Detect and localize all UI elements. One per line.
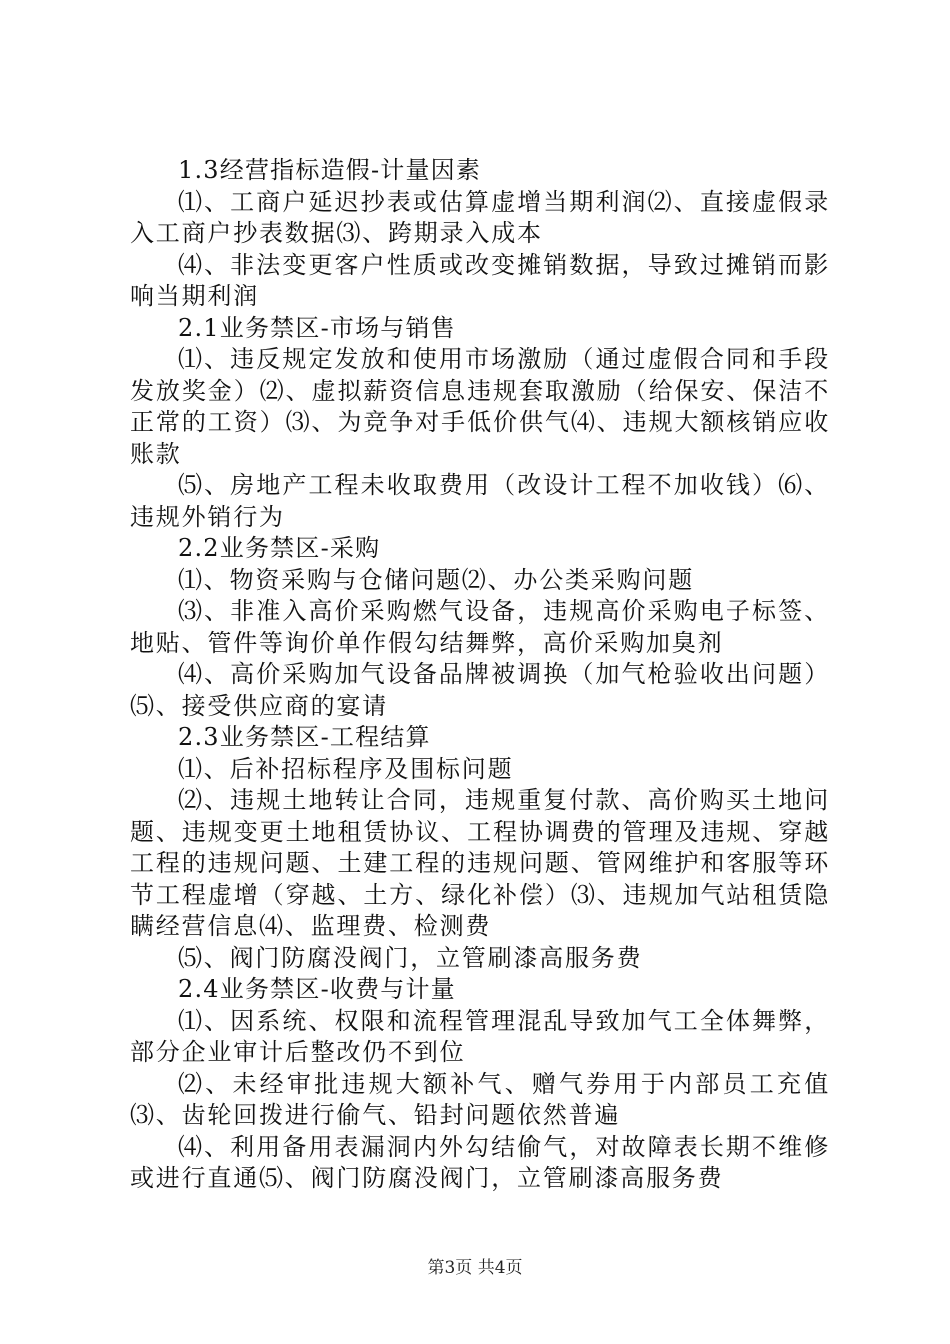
body-paragraph: ⑵、违规土地转让合同，违规重复付款、高价购买土地问题、违规变更土地租赁协议、工程协调费的管理及违规、穿越工程的违规问题、土建工程的违规问题、管网维护和客服等环节工程虚增（穿越、土方、绿化补偿）⑶、违规加气站租赁隐瞒经营信息⑷、监理费、检测费 — [130, 786, 830, 940]
body-paragraph: ⑸、阀门防腐没阀门，立管刷漆高服务费 — [178, 943, 643, 972]
body-paragraph: ⑴、后补招标程序及围标问题 — [178, 754, 514, 783]
section-heading: 1.3经营指标造假-计量因素 — [178, 156, 482, 184]
body-paragraph: ⑴、物资采购与仓储问题⑵、办公类采购问题 — [178, 565, 694, 594]
body-paragraph: ⑴、工商户延迟抄表或估算虚增当期利润⑵、直接虚假录入工商户抄表数据⑶、跨期录入成本 — [130, 187, 830, 247]
document-body — [130, 155, 830, 1195]
body-paragraph: ⑷、高价采购加气设备品牌被调换（加气枪验收出问题）⑸、接受供应商的宴请 — [130, 660, 830, 720]
body-paragraph: ⑸、房地产工程未收取费用（改设计工程不加收钱）⑹、违规外销行为 — [130, 471, 830, 531]
section-heading: 2.4业务禁区-收费与计量 — [178, 975, 456, 1003]
body-paragraph: ⑵、未经审批违规大额补气、赠气券用于内部员工充值⑶、齿轮回拨进行偷气、铅封问题依然普遍 — [130, 1069, 830, 1129]
body-paragraph: ⑴、因系统、权限和流程管理混乱导致加气工全体舞弊，部分企业审计后整改仍不到位 — [130, 1006, 830, 1066]
body-paragraph: ⑷、利用备用表漏洞内外勾结偷气，对故障表长期不维修或进行直通⑸、阀门防腐没阀门，立管刷漆高服务费 — [130, 1132, 830, 1192]
page-number-footer: 第3页 共4页 — [427, 1258, 523, 1278]
section-heading: 2.2业务禁区-采购 — [178, 534, 381, 562]
body-paragraph: ⑴、违反规定发放和使用市场激励（通过虚假合同和手段发放奖金）⑵、虚拟薪资信息违规套取激励（给保安、保洁不正常的工资）⑶、为竞争对手低价供气⑷、违规大额核销应收账款 — [130, 345, 830, 468]
body-paragraph: ⑶、非准入高价采购燃气设备，违规高价采购电子标签、地贴、管件等询价单作假勾结舞弊，高价采购加臭剂 — [130, 597, 830, 657]
section-heading: 2.3业务禁区-工程结算 — [178, 723, 431, 751]
section-heading: 2.1业务禁区-市场与销售 — [178, 313, 456, 342]
body-paragraph: ⑷、非法变更客户性质或改变摊销数据，导致过摊销而影响当期利润 — [130, 250, 830, 310]
